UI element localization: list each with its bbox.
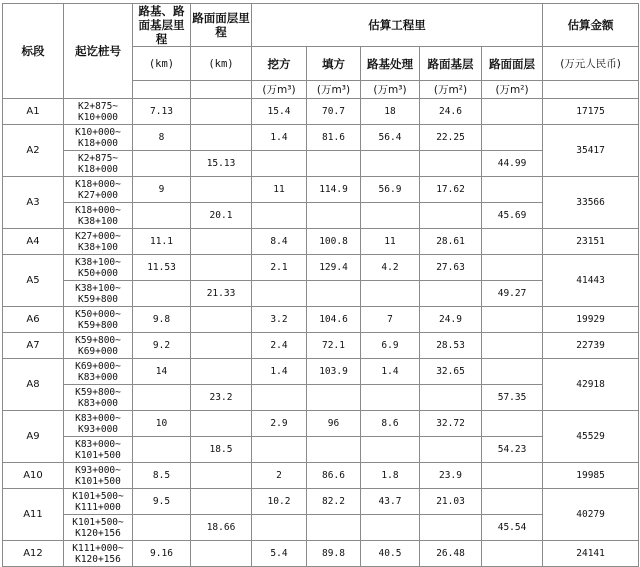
station-line: K59+800 bbox=[77, 293, 119, 305]
station-cell bbox=[64, 203, 133, 229]
station-cell bbox=[64, 463, 133, 489]
pavement-length-cell: 23.2 bbox=[191, 385, 252, 411]
subgrade-length-cell: 8 bbox=[133, 125, 191, 151]
surface-cell bbox=[482, 463, 543, 489]
pavement-length-cell bbox=[191, 489, 252, 515]
pavement-length-cell bbox=[191, 541, 252, 567]
station-line: K50+000 bbox=[77, 267, 119, 279]
table-row bbox=[3, 541, 639, 567]
header-row-1 bbox=[3, 4, 639, 47]
header-cut: 挖方 bbox=[252, 47, 307, 81]
section-cell: A3 bbox=[3, 177, 64, 229]
header-unit-base: (万m²) bbox=[420, 81, 482, 99]
section-cell: A10 bbox=[3, 463, 64, 489]
cut-cell: 1.4 bbox=[252, 125, 307, 151]
pavement-length-cell bbox=[191, 333, 252, 359]
subgrade-length-cell bbox=[133, 385, 191, 411]
station-cell bbox=[64, 255, 133, 281]
station-cell bbox=[64, 489, 133, 515]
pavement-length-cell: 15.13 bbox=[191, 151, 252, 177]
amount-cell: 19929 bbox=[543, 307, 639, 333]
cut-cell: 2.1 bbox=[252, 255, 307, 281]
station-cell bbox=[64, 99, 133, 125]
treatment-cell: 8.6 bbox=[361, 411, 420, 437]
station-line: K59+800~ bbox=[75, 386, 121, 398]
pavement-length-cell bbox=[191, 125, 252, 151]
subgrade-length-cell: 9.5 bbox=[133, 489, 191, 515]
station-cell bbox=[64, 359, 133, 385]
surface-cell: 45.54 bbox=[482, 515, 543, 541]
pavement-length-cell bbox=[191, 307, 252, 333]
station-cell bbox=[64, 307, 133, 333]
cut-cell: 8.4 bbox=[252, 229, 307, 255]
base-cell: 21.03 bbox=[420, 489, 482, 515]
amount-cell: 22739 bbox=[543, 333, 639, 359]
section-cell: A8 bbox=[3, 359, 64, 411]
header-estimated-amount: 估算金额 bbox=[543, 4, 639, 47]
treatment-cell: 56.9 bbox=[361, 177, 420, 203]
fill-cell: 100.8 bbox=[307, 229, 361, 255]
station-line: K59+800 bbox=[77, 319, 119, 331]
table-row bbox=[3, 177, 639, 203]
fill-cell bbox=[307, 281, 361, 307]
cut-cell bbox=[252, 281, 307, 307]
station-line: K93+000 bbox=[77, 423, 119, 435]
section-cell: A1 bbox=[3, 99, 64, 125]
treatment-cell: 56.4 bbox=[361, 125, 420, 151]
section-cell: A9 bbox=[3, 411, 64, 463]
subgrade-length-cell bbox=[133, 151, 191, 177]
station-line: K27+000~ bbox=[75, 230, 121, 242]
station-line: K111+000~ bbox=[72, 542, 124, 554]
amount-cell: 41443 bbox=[543, 255, 639, 307]
base-cell: 23.9 bbox=[420, 463, 482, 489]
treatment-cell: 6.9 bbox=[361, 333, 420, 359]
station-line: K101+500~ bbox=[72, 516, 124, 528]
surface-cell: 45.69 bbox=[482, 203, 543, 229]
station-line: K83+000~ bbox=[75, 438, 121, 450]
table-row bbox=[3, 411, 639, 437]
header-fill: 填方 bbox=[307, 47, 361, 81]
pavement-length-cell bbox=[191, 359, 252, 385]
surface-cell bbox=[482, 255, 543, 281]
station-cell bbox=[64, 541, 133, 567]
surface-cell bbox=[482, 307, 543, 333]
pavement-length-cell: 18.5 bbox=[191, 437, 252, 463]
table-row bbox=[3, 255, 639, 281]
fill-cell: 96 bbox=[307, 411, 361, 437]
pavement-length-cell bbox=[191, 229, 252, 255]
surface-cell bbox=[482, 541, 543, 567]
subgrade-length-cell bbox=[133, 281, 191, 307]
header-unit-km-pavement: (km) bbox=[191, 47, 252, 81]
header-unit-blank bbox=[191, 81, 252, 99]
base-cell: 32.72 bbox=[420, 411, 482, 437]
station-line: K111+000 bbox=[75, 501, 121, 513]
treatment-cell: 11 bbox=[361, 229, 420, 255]
fill-cell bbox=[307, 203, 361, 229]
estimate-table bbox=[2, 3, 639, 567]
treatment-cell: 40.5 bbox=[361, 541, 420, 567]
fill-cell bbox=[307, 151, 361, 177]
table-row bbox=[3, 229, 639, 255]
cut-cell bbox=[252, 437, 307, 463]
header-subgrade-length: 路基、路面基层里程 bbox=[133, 4, 191, 47]
subgrade-length-cell: 11.53 bbox=[133, 255, 191, 281]
base-cell: 22.25 bbox=[420, 125, 482, 151]
subgrade-length-cell: 8.5 bbox=[133, 463, 191, 489]
station-line: K2+875~ bbox=[77, 152, 119, 164]
fill-cell: 82.2 bbox=[307, 489, 361, 515]
surface-cell bbox=[482, 333, 543, 359]
table-row bbox=[3, 333, 639, 359]
subgrade-length-cell bbox=[133, 203, 191, 229]
cut-cell bbox=[252, 515, 307, 541]
cut-cell: 10.2 bbox=[252, 489, 307, 515]
table-row bbox=[3, 489, 639, 515]
header-unit-blank bbox=[543, 81, 639, 99]
subgrade-length-cell: 9.2 bbox=[133, 333, 191, 359]
pavement-length-cell: 21.33 bbox=[191, 281, 252, 307]
cut-cell bbox=[252, 385, 307, 411]
station-cell bbox=[64, 333, 133, 359]
subgrade-length-cell: 10 bbox=[133, 411, 191, 437]
base-cell: 26.48 bbox=[420, 541, 482, 567]
table-row bbox=[3, 359, 639, 385]
amount-cell: 45529 bbox=[543, 411, 639, 463]
cut-cell: 2 bbox=[252, 463, 307, 489]
fill-cell: 104.6 bbox=[307, 307, 361, 333]
amount-cell: 33566 bbox=[543, 177, 639, 229]
cut-cell: 1.4 bbox=[252, 359, 307, 385]
section-cell: A11 bbox=[3, 489, 64, 541]
subgrade-length-cell: 9.8 bbox=[133, 307, 191, 333]
station-line: K59+800~ bbox=[75, 334, 121, 346]
treatment-cell: 18 bbox=[361, 99, 420, 125]
station-line: K50+000~ bbox=[75, 308, 121, 320]
station-line: K83+000 bbox=[77, 397, 119, 409]
fill-cell: 89.8 bbox=[307, 541, 361, 567]
surface-cell: 54.23 bbox=[482, 437, 543, 463]
header-station: 起讫桩号 bbox=[64, 4, 133, 99]
subgrade-length-cell bbox=[133, 515, 191, 541]
cut-cell: 2.4 bbox=[252, 333, 307, 359]
station-line: K120+156 bbox=[75, 553, 121, 565]
header-pavement-surface: 路面面层 bbox=[482, 47, 543, 81]
station-line: K101+500 bbox=[75, 449, 121, 461]
station-line: K120+156 bbox=[75, 527, 121, 539]
base-cell: 32.65 bbox=[420, 359, 482, 385]
pavement-length-cell bbox=[191, 463, 252, 489]
subgrade-length-cell: 11.1 bbox=[133, 229, 191, 255]
subgrade-length-cell bbox=[133, 437, 191, 463]
surface-cell: 57.35 bbox=[482, 385, 543, 411]
fill-cell: 81.6 bbox=[307, 125, 361, 151]
cut-cell bbox=[252, 151, 307, 177]
station-cell bbox=[64, 281, 133, 307]
treatment-cell: 7 bbox=[361, 307, 420, 333]
subgrade-length-cell: 7.13 bbox=[133, 99, 191, 125]
station-line: K27+000 bbox=[77, 189, 119, 201]
station-cell bbox=[64, 151, 133, 177]
header-section: 标段 bbox=[3, 4, 64, 99]
header-pavement-length: 路面面层里程 bbox=[191, 4, 252, 47]
cut-cell: 15.4 bbox=[252, 99, 307, 125]
section-cell: A7 bbox=[3, 333, 64, 359]
station-line: K2+875~ bbox=[77, 100, 119, 112]
amount-cell: 17175 bbox=[543, 99, 639, 125]
surface-cell bbox=[482, 125, 543, 151]
base-cell: 28.53 bbox=[420, 333, 482, 359]
fill-cell: 70.7 bbox=[307, 99, 361, 125]
station-line: K69+000~ bbox=[75, 360, 121, 372]
header-pavement-base: 路面基层 bbox=[420, 47, 482, 81]
base-cell: 24.9 bbox=[420, 307, 482, 333]
header-unit-blank bbox=[133, 81, 191, 99]
station-cell bbox=[64, 515, 133, 541]
table-row bbox=[3, 125, 639, 151]
station-line: K10+000~ bbox=[75, 126, 121, 138]
fill-cell: 86.6 bbox=[307, 463, 361, 489]
header-subgrade-treatment: 路基处理 bbox=[361, 47, 420, 81]
header-unit-km-subgrade: (km) bbox=[133, 47, 191, 81]
header-unit-surface: (万m²) bbox=[482, 81, 543, 99]
base-cell bbox=[420, 151, 482, 177]
header-unit-treatment: (万m³) bbox=[361, 81, 420, 99]
station-line: K83+000~ bbox=[75, 412, 121, 424]
pavement-length-cell bbox=[191, 255, 252, 281]
header-unit-fill: (万m³) bbox=[307, 81, 361, 99]
subgrade-length-cell: 9 bbox=[133, 177, 191, 203]
section-cell: A6 bbox=[3, 307, 64, 333]
treatment-cell bbox=[361, 515, 420, 541]
amount-cell: 24141 bbox=[543, 541, 639, 567]
pavement-length-cell bbox=[191, 177, 252, 203]
amount-cell: 23151 bbox=[543, 229, 639, 255]
treatment-cell bbox=[361, 437, 420, 463]
subgrade-length-cell: 14 bbox=[133, 359, 191, 385]
station-line: K38+100~ bbox=[75, 256, 121, 268]
cut-cell bbox=[252, 203, 307, 229]
base-cell bbox=[420, 281, 482, 307]
fill-cell bbox=[307, 515, 361, 541]
fill-cell bbox=[307, 385, 361, 411]
cut-cell: 11 bbox=[252, 177, 307, 203]
base-cell bbox=[420, 437, 482, 463]
station-line: K101+500~ bbox=[72, 490, 124, 502]
section-cell: A4 bbox=[3, 229, 64, 255]
surface-cell bbox=[482, 359, 543, 385]
station-line: K18+000~ bbox=[75, 204, 121, 216]
estimate-table-body bbox=[3, 4, 639, 567]
station-cell bbox=[64, 229, 133, 255]
surface-cell bbox=[482, 229, 543, 255]
treatment-cell bbox=[361, 203, 420, 229]
pavement-length-cell bbox=[191, 99, 252, 125]
base-cell bbox=[420, 385, 482, 411]
treatment-cell: 43.7 bbox=[361, 489, 420, 515]
station-line: K93+000~ bbox=[75, 464, 121, 476]
pavement-length-cell: 20.1 bbox=[191, 203, 252, 229]
station-line: K83+000 bbox=[77, 371, 119, 383]
station-line: K101+500 bbox=[75, 475, 121, 487]
table-row bbox=[3, 463, 639, 489]
station-cell bbox=[64, 437, 133, 463]
surface-cell bbox=[482, 411, 543, 437]
header-unit-amount: (万元人民币) bbox=[543, 47, 639, 81]
station-line: K18+000~ bbox=[75, 178, 121, 190]
header-unit-cut: (万m³) bbox=[252, 81, 307, 99]
treatment-cell bbox=[361, 385, 420, 411]
surface-cell: 44.99 bbox=[482, 151, 543, 177]
base-cell bbox=[420, 515, 482, 541]
surface-cell bbox=[482, 177, 543, 203]
station-line: K38+100~ bbox=[75, 282, 121, 294]
section-cell: A12 bbox=[3, 541, 64, 567]
pavement-length-cell: 18.66 bbox=[191, 515, 252, 541]
surface-cell bbox=[482, 99, 543, 125]
fill-cell: 129.4 bbox=[307, 255, 361, 281]
station-cell bbox=[64, 411, 133, 437]
treatment-cell: 1.8 bbox=[361, 463, 420, 489]
fill-cell: 72.1 bbox=[307, 333, 361, 359]
station-line: K38+100 bbox=[77, 215, 119, 227]
amount-cell: 42918 bbox=[543, 359, 639, 411]
treatment-cell: 1.4 bbox=[361, 359, 420, 385]
treatment-cell bbox=[361, 281, 420, 307]
base-cell: 24.6 bbox=[420, 99, 482, 125]
treatment-cell bbox=[361, 151, 420, 177]
station-line: K69+000 bbox=[77, 345, 119, 357]
fill-cell: 114.9 bbox=[307, 177, 361, 203]
pavement-length-cell bbox=[191, 411, 252, 437]
station-line: K18+000 bbox=[77, 163, 119, 175]
station-cell bbox=[64, 385, 133, 411]
base-cell: 17.62 bbox=[420, 177, 482, 203]
amount-cell: 40279 bbox=[543, 489, 639, 541]
station-cell bbox=[64, 125, 133, 151]
station-line: K10+000 bbox=[77, 111, 119, 123]
base-cell: 27.63 bbox=[420, 255, 482, 281]
amount-cell: 19985 bbox=[543, 463, 639, 489]
subgrade-length-cell: 9.16 bbox=[133, 541, 191, 567]
station-cell bbox=[64, 177, 133, 203]
station-line: K38+100 bbox=[77, 241, 119, 253]
fill-cell bbox=[307, 437, 361, 463]
surface-cell: 49.27 bbox=[482, 281, 543, 307]
section-cell: A5 bbox=[3, 255, 64, 307]
section-cell: A2 bbox=[3, 125, 64, 177]
amount-cell: 35417 bbox=[543, 125, 639, 177]
cut-cell: 2.9 bbox=[252, 411, 307, 437]
cut-cell: 5.4 bbox=[252, 541, 307, 567]
treatment-cell: 4.2 bbox=[361, 255, 420, 281]
table-row bbox=[3, 307, 639, 333]
table-row bbox=[3, 99, 639, 125]
fill-cell: 103.9 bbox=[307, 359, 361, 385]
cut-cell: 3.2 bbox=[252, 307, 307, 333]
station-line: K18+000 bbox=[77, 137, 119, 149]
base-cell bbox=[420, 203, 482, 229]
base-cell: 28.61 bbox=[420, 229, 482, 255]
surface-cell bbox=[482, 489, 543, 515]
header-estimated-works: 估算工程里 bbox=[252, 4, 543, 47]
